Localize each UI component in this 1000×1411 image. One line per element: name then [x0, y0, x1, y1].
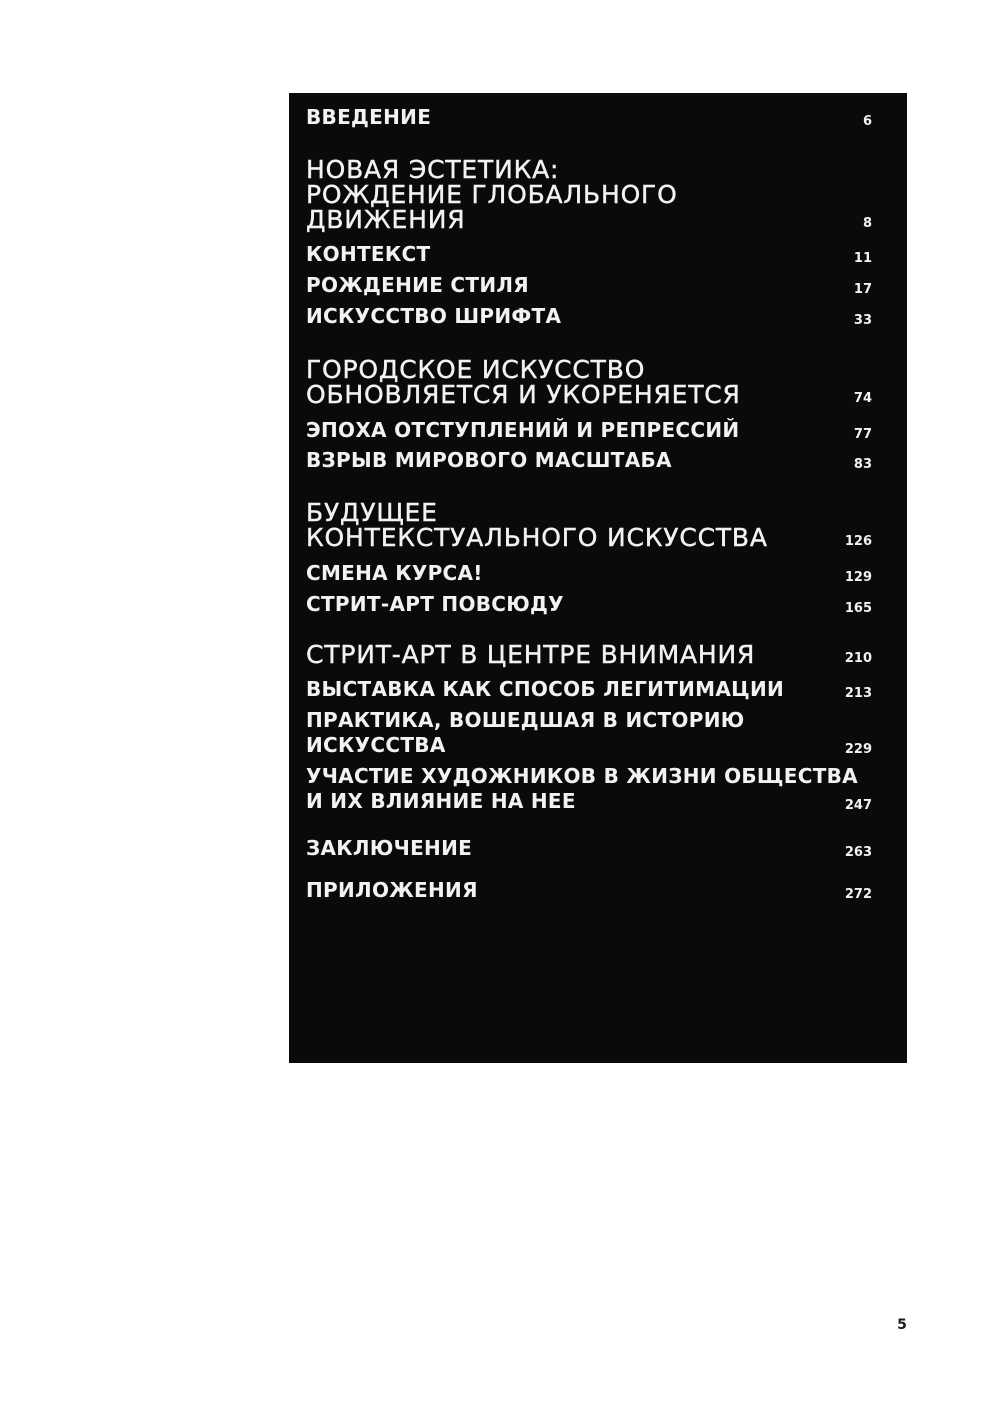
toc-entry-page: 272 [844, 887, 872, 902]
toc-entry-title: ЗАКЛЮЧЕНИЕ [306, 836, 473, 860]
toc-entry-page: 33 [853, 313, 872, 328]
toc-entry-page: 263 [844, 845, 872, 860]
page-number: 5 [897, 1317, 907, 1333]
toc-entry-title: ПРИЛОЖЕНИЯ [306, 878, 478, 902]
toc-entry-title: ВЫСТАВКА КАК СПОСОБ ЛЕГИТИМАЦИИ [306, 677, 785, 701]
toc-entry-exhibition[interactable] [306, 677, 872, 702]
table-of-contents [289, 93, 907, 1063]
toc-entry-page: 213 [844, 686, 872, 701]
toc-entry-title: СТРИТ-АРТ В ЦЕНТРЕ ВНИМАНИЯ [306, 640, 756, 669]
toc-entry-title: СМЕНА КУРСА! [306, 561, 483, 585]
toc-entry-page: 165 [844, 601, 872, 616]
toc-entry-title: ПРАКТИКА, ВОШЕДШАЯ В ИСТОРИЮ ИСКУССТВА [306, 708, 745, 757]
toc-entry-title: ВВЕДЕНИЕ [306, 105, 432, 129]
toc-entry-change-of-course[interactable] [306, 561, 872, 586]
toc-entry-artists-in-society[interactable] [306, 764, 872, 814]
toc-entry-page: 8 [862, 216, 872, 231]
toc-entry-title: ЭПОХА ОТСТУПЛЕНИЙ И РЕПРЕССИЙ [306, 418, 740, 442]
toc-entry-page: 229 [844, 742, 872, 757]
toc-entry-page: 210 [844, 651, 872, 666]
toc-entry-page: 6 [862, 114, 872, 129]
toc-entry-global-explosion[interactable] [306, 448, 872, 473]
toc-entry-title: ВЗРЫВ МИРОВОГО МАСШТАБА [306, 448, 672, 472]
toc-entry-context[interactable] [306, 242, 872, 267]
toc-entry-page: 74 [853, 391, 872, 406]
toc-entry-title: ИСКУССТВО ШРИФТА [306, 304, 562, 328]
toc-entry-era-of-repressions[interactable] [306, 418, 872, 443]
toc-entry-title: КОНТЕКСТ [306, 242, 431, 266]
toc-entry-page: 17 [853, 282, 872, 297]
toc-entry-page: 129 [844, 570, 872, 585]
toc-entry-art-of-type[interactable] [306, 304, 872, 329]
toc-chapter-urban-art[interactable] [306, 357, 872, 407]
toc-entry-page: 83 [853, 457, 872, 472]
toc-chapter-street-art-spotlight[interactable] [306, 642, 872, 667]
toc-entry-title: СТРИТ-АРТ ПОВСЮДУ [306, 592, 564, 616]
toc-entry-practice-in-history[interactable] [306, 708, 872, 758]
toc-entry-birth-of-style[interactable] [306, 273, 872, 298]
toc-entry-title: НОВАЯ ЭСТЕТИКА: РОЖДЕНИЕ ГЛОБАЛЬНОГО ДВИЖЕНИЯ [306, 155, 678, 234]
toc-entry-conclusion[interactable] [306, 836, 872, 861]
toc-entry-appendices[interactable] [306, 878, 872, 903]
toc-chapter-new-aesthetics[interactable] [306, 157, 872, 232]
toc-entry-page: 77 [853, 427, 872, 442]
toc-entry-page: 126 [844, 534, 872, 549]
toc-entry-street-art-everywhere[interactable] [306, 592, 872, 617]
toc-entry-title: ГОРОДСКОЕ ИСКУССТВО ОБНОВЛЯЕТСЯ И УКОРЕНЯЕТСЯ [306, 355, 741, 409]
toc-entry-introduction[interactable] [306, 105, 872, 130]
toc-entry-title: БУДУЩЕЕ КОНТЕКСТУАЛЬНОГО ИСКУССТВА [306, 498, 768, 552]
toc-chapter-future[interactable] [306, 500, 872, 550]
toc-entry-title: УЧАСТИЕ ХУДОЖНИКОВ В ЖИЗНИ ОБЩЕСТВА И ИХ ВЛИЯНИЕ НА НЕЕ [306, 764, 858, 813]
toc-entry-page: 11 [853, 251, 872, 266]
toc-entry-title: РОЖДЕНИЕ СТИЛЯ [306, 273, 529, 297]
toc-entry-page: 247 [844, 798, 872, 813]
